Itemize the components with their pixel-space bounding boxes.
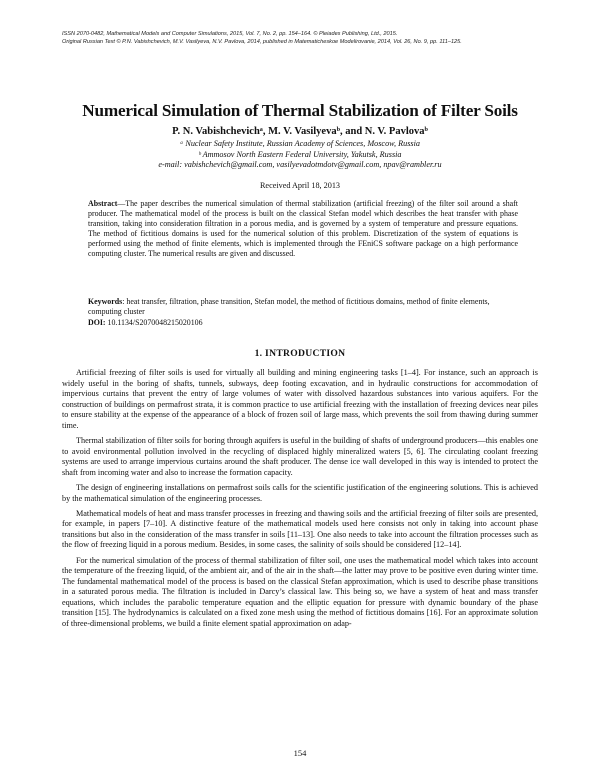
keywords-text: : heat transfer, filtration, phase transition, Stefan model, the method of fictitious domains, method of finite elements, computing cluster [88,297,490,316]
section-heading: 1. INTRODUCTION [254,348,346,359]
paragraph: Thermal stabilization of filter soils for boring through aquifers is useful in the building of shafts of underground producers—this enables one to avoid environmental pollution involved in the recycling of displaced highly mineralized waters [5, 6]. The circulating coolant freezing systems are used to arrange impervious curtains around the shaft producer. The dense ice wall developed in this way is intended to protect the shaft from incoming water and also to increase the formation capacity. [62,436,538,477]
keywords-label: Keywords [88,297,123,306]
author-emails: e-mail: vabishchevich@gmail.com, vasilyevadotmdotv@gmail.com, npav@rambler.ru [158,160,442,170]
body-text [62,368,538,634]
affiliations [62,139,538,171]
doi-value: 10.1134/S2070048215020106 [105,318,203,327]
paragraph: Mathematical models of heat and mass transfer processes in freezing and thawing soils and the artificial freezing of filter soils are presented, for example, in papers [7–10]. A distinctive feature of the mathematical models used here consists not only in taking into account phase transitions but also in the consideration of the mass transfer in soils [11–13]. One also needs to take into account the filtration processes such as the flow of freezing liquid in a porous medium. Besides, in some cases, the salinity of soils should be considered [12–14]. [62,508,538,550]
received-date: Received April 18, 2013 [259,181,341,190]
keywords [88,297,518,317]
paragraph: The design of engineering installations on permafrost soils calls for the scientific justification of the engineering solutions. This is achieved by the mathematical simulation of the engineering processes. [62,482,538,503]
journal-header [62,30,542,46]
paragraph: For the numerical simulation of the process of thermal stabilization of filter soil, one uses the mathematical model which takes into account the temperature of the freezing liquid, of the ambient air, and of the air in the shaft—the latter may prove to be positive even during winter time. The fundamental mathematical model of the process is based on the classical Stefan approximation, which is used to describe phase transitions in a saturated porous media. The filtration is included in Darcy’s classical law. This being so, we have a system of heat and mass transfer equations, which includes the parabolic temperature equation and the elliptic equation for pressure with dynamic boundary of the phase transition [15]. The hydrodynamics is calculated on a fixed zone mesh using the method of fictitious domains [16]. For an approximate solution of three-dimensional problems, we build a finite element spatial approximation on adap- [62,555,538,629]
paragraph: Artificial freezing of filter soils is used for virtually all building and mining engineering tasks [1–4]. For instance, such an approach is widely useful in the boring of shafts, tunnels, subways, deep footing excavation, and in hydraulic constructions for accommodation of impervious curtains that prevent the entry of large volumes of water with dissolved hazardous substances into various aquifers. For the construction of buildings on permafrost strata, it is common practice to use artificial freezing with the installation of freezing devices near piles to ensure stability at the expense of the appearance of a block of frozen soil of large mass, which prevents the soil from thawing during summer time. [62,368,538,430]
doi-label: DOI: [88,318,106,327]
doi [88,318,518,328]
page-number: 154 [293,748,307,758]
author-list: P. N. Vabishchevichᵃ, M. V. Vasilyevaᵇ, and N. V. Pavlovaᵇ [172,126,428,137]
abstract [88,199,518,259]
journal-header-line: ISSN 2070-0482, Mathematical Models and Computer Simulations, 2015, Vol. 7, No. 2, pp. 154–164. © Pleiades Publishing, Ltd., 2015. [62,31,398,37]
paper-title: Numerical Simulation of Thermal Stabilization of Filter Soils [82,101,518,120]
affiliation-b: ᵇ Ammosov North Eastern Federal University, Yakutsk, Russia [198,149,402,159]
affiliation-a: ᵃ Nuclear Safety Institute, Russian Academy of Sciences, Moscow, Russia [180,139,420,148]
abstract-text: —The paper describes the numerical simulation of thermal stabilization (artificial freezing) of the filter soil around a shaft producer. The mathematical model of the process is built on the classical Stefan model which describes the heat transfer with phase transition, taking into consideration filtration in a porous media, and is governed by a system of temperature and pressure equations. The method of fictitious domains is used for the numerical solution of this problem. Discretization of the system of equations is performed using the method of finite elements, which is implemented through the FEniCS software package on a high performance computing cluster. The numerical results are given and discussed. [88,199,518,258]
journal-header-line: Original Russian Text © P.N. Vabishchevich, M.V. Vasilyeva, N.V. Pavlova, 2014, published in Matematicheskoe Modelirovanie, 2014, Vol. 26, No. 9, pp. 111–125. [62,39,462,45]
abstract-label: Abstract [88,199,118,208]
